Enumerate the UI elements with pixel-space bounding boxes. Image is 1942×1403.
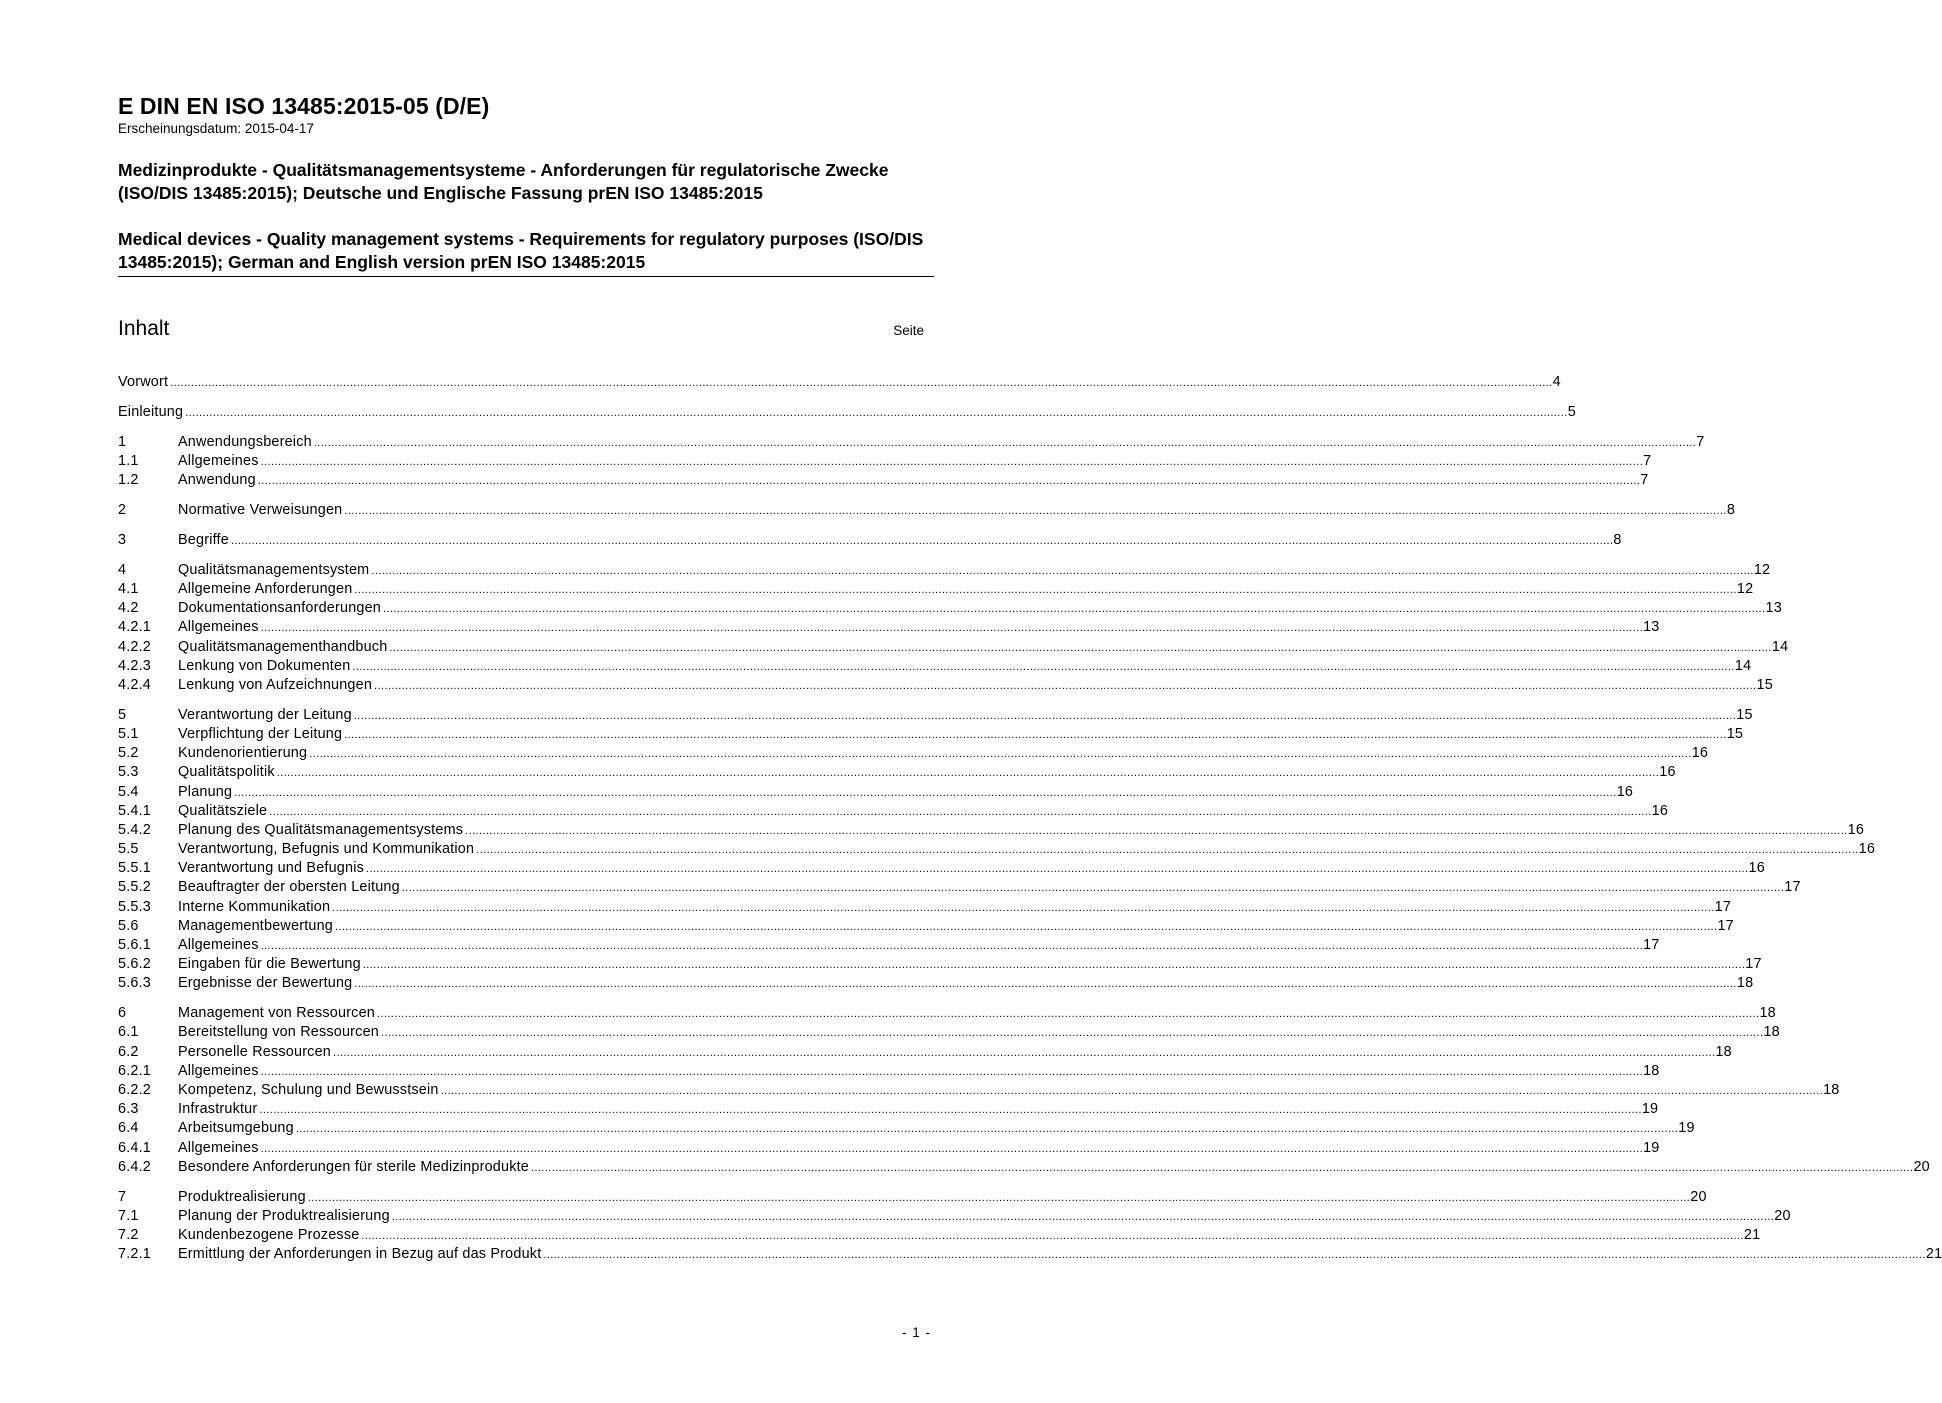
toc-entry[interactable] <box>118 898 1732 917</box>
toc-entry-title: Allgemeine Anforderungen <box>178 580 353 597</box>
toc-group <box>118 403 1576 422</box>
toc-entry-number: 5.4.1 <box>118 802 152 819</box>
toc-leader-dots: ................................................................................................................................................................................................................................................................................................................................................................................................................ <box>362 959 1746 972</box>
toc-entry-title: Normative Verweisungen <box>178 502 343 518</box>
toc-leader-dots: ................................................................................................................................................................................................................................................................................................................................................................................................................ <box>234 786 1617 799</box>
toc-leader-dots: ................................................................................................................................................................................................................................................................................................................................................................................................................ <box>476 844 1859 857</box>
toc-leader-dots: ................................................................................................................................................................................................................................................................................................................................................................................................................ <box>389 641 1772 654</box>
toc-leader-dots: ................................................................................................................................................................................................................................................................................................................................................................................................................ <box>332 1046 1716 1059</box>
toc-entry-title: Lenkung von Aufzeichnungen <box>178 676 373 693</box>
toc-entry-page: 12 <box>1736 580 1754 597</box>
toc-entry-title: Eingaben für die Bewertung <box>178 956 361 973</box>
toc-group <box>118 706 1876 994</box>
toc-entry-number: 7.2 <box>118 1227 139 1243</box>
toc-entry[interactable] <box>118 783 1634 802</box>
toc-leader-dots: ................................................................................................................................................................................................................................................................................................................................................................................................................ <box>230 534 1614 547</box>
toc-entry-number: 7 <box>118 1188 127 1205</box>
toc-entry-title: Ergebnisse der Bewertung <box>178 975 353 992</box>
toc-entry-number: 6.2 <box>118 1043 139 1060</box>
toc-entry-number: 7.2.1 <box>118 1246 152 1263</box>
toc-entry[interactable] <box>118 1226 1761 1245</box>
toc-leader-dots: ................................................................................................................................................................................................................................................................................................................................................................................................................ <box>543 1249 1926 1262</box>
toc-entry-page: 18 <box>1759 1005 1776 1022</box>
toc-entry[interactable] <box>118 1207 1791 1226</box>
toc-leader-dots: ................................................................................................................................................................................................................................................................................................................................................................................................................ <box>354 978 1737 991</box>
toc-entry[interactable] <box>118 917 1734 936</box>
toc-leader-dots: ................................................................................................................................................................................................................................................................................................................................................................................................................ <box>401 882 1785 895</box>
title-english: Medical devices - Quality management systems - Requirements for regulatory purposes (ISO/DIS 13485:2015); German and English version prEN ISO 13485:2015 <box>118 228 934 277</box>
toc-leader-dots: ................................................................................................................................................................................................................................................................................................................................................................................................................ <box>391 1210 1775 1223</box>
toc-entry-number: 6.4 <box>118 1120 139 1137</box>
toc-entry-number: 4.1 <box>118 580 139 597</box>
toc-entry[interactable] <box>118 840 1876 859</box>
toc-leader-dots: ................................................................................................................................................................................................................................................................................................................................................................................................................ <box>260 455 1644 468</box>
toc-entry-number: 6.4.2 <box>118 1158 152 1175</box>
toc-entry[interactable] <box>118 802 1669 821</box>
toc-group <box>118 433 1705 491</box>
toc-entry-number: 3 <box>118 531 127 548</box>
toc-entry-page: 18 <box>1763 1024 1780 1041</box>
toc-entry-number: 6.4.1 <box>118 1139 152 1156</box>
toc-entry[interactable] <box>118 1043 1732 1062</box>
toc-entry-title: Verantwortung der Leitung <box>178 706 352 723</box>
toc-entry[interactable] <box>118 618 1660 637</box>
toc-entry-number: 4.2.3 <box>118 657 152 674</box>
toc-entry-page: 7 <box>1643 452 1652 469</box>
toc-entry[interactable] <box>118 1062 1660 1081</box>
toc-entry[interactable] <box>118 955 1762 974</box>
toc-entry-page: 18 <box>1736 975 1754 992</box>
toc-entry-title: Arbeitsumgebung <box>178 1120 294 1137</box>
toc-entry-title: Infrastruktur <box>178 1101 258 1118</box>
toc-entry[interactable] <box>118 1188 1707 1207</box>
toc-entry[interactable] <box>118 657 1752 676</box>
toc-entry[interactable] <box>118 561 1771 580</box>
toc-entry-page: 18 <box>1823 1082 1840 1098</box>
toc-leader-dots: ................................................................................................................................................................................................................................................................................................................................................................................................................ <box>440 1085 1824 1097</box>
toc-entry-page: 16 <box>1691 745 1709 762</box>
toc-leader-dots: ................................................................................................................................................................................................................................................................................................................................................................................................................ <box>309 748 1692 761</box>
document-page <box>118 92 1942 1275</box>
toc-leader-dots: ................................................................................................................................................................................................................................................................................................................................................................................................................ <box>276 767 1660 780</box>
toc-entry-page: 15 <box>1736 706 1753 723</box>
toc-entry-number: 5.1 <box>118 725 139 742</box>
toc-entry-title: Bereitstellung von Ressourcen <box>178 1024 379 1041</box>
toc-entry-title: Verpflichtung der Leitung <box>178 725 343 742</box>
toc-entry[interactable] <box>118 676 1773 695</box>
toc-entry-title: Allgemeines <box>178 937 259 953</box>
toc-entry-title: Allgemeines <box>178 1139 259 1156</box>
toc-entry[interactable] <box>118 1119 1695 1138</box>
toc-leader-dots: ................................................................................................................................................................................................................................................................................................................................................................................................................ <box>531 1161 1914 1174</box>
toc-entry[interactable] <box>118 471 1649 490</box>
toc-leader-dots: ................................................................................................................................................................................................................................................................................................................................................................................................................ <box>313 436 1697 449</box>
toc-entry-page: 16 <box>1748 860 1765 877</box>
toc-leader-dots: ................................................................................................................................................................................................................................................................................................................................................................................................................ <box>361 1230 1744 1242</box>
toc-entry-page: 21 <box>1925 1246 1942 1263</box>
toc-entry-number: 5.3 <box>118 764 139 781</box>
toc-leader-dots: ................................................................................................................................................................................................................................................................................................................................................................................................................ <box>295 1123 1679 1136</box>
toc-entry-number: 4.2.1 <box>118 619 152 636</box>
toc-entry-page: 19 <box>1678 1120 1695 1137</box>
toc-leader-dots: ................................................................................................................................................................................................................................................................................................................................................................................................................ <box>259 1104 1642 1117</box>
toc-entry-page: 4 <box>1552 374 1561 390</box>
toc-entry-page: 7 <box>1696 433 1705 450</box>
toc-entry-title: Kompetenz, Schulung und Bewusstsein <box>178 1082 439 1098</box>
toc-entry[interactable] <box>118 638 1789 657</box>
toc-leader-dots: ................................................................................................................................................................................................................................................................................................................................................................................................................ <box>332 901 1715 914</box>
toc-entry[interactable] <box>118 403 1576 422</box>
toc-entry-page: 19 <box>1643 1139 1660 1156</box>
toc-entry-number: 5.6 <box>118 917 139 934</box>
toc-entry-page: 16 <box>1858 841 1876 858</box>
toc-leader-dots: ................................................................................................................................................................................................................................................................................................................................................................................................................ <box>185 406 1568 419</box>
toc-entry-page: 13 <box>1765 600 1782 617</box>
toc-entry-title: Planung der Produktrealisierung <box>178 1207 390 1224</box>
toc-entry-number: 6.1 <box>118 1024 139 1041</box>
toc-entry-page: 14 <box>1771 638 1789 655</box>
toc-entry-page: 18 <box>1715 1043 1732 1060</box>
toc-entry-number: 4 <box>118 561 127 578</box>
toc-entry-number: 5.4.2 <box>118 821 152 838</box>
toc-heading: Inhalt <box>118 317 170 340</box>
toc-entry[interactable] <box>118 373 1561 392</box>
toc-entry-title: Verantwortung und Befugnis <box>178 860 365 877</box>
toc-entry-page: 16 <box>1659 764 1676 781</box>
toc-entry-number: 4.2.2 <box>118 638 152 655</box>
toc-header <box>118 317 934 347</box>
toc-entry-page: 17 <box>1714 898 1732 915</box>
table-of-contents <box>118 373 1942 1264</box>
toc-leader-dots: ................................................................................................................................................................................................................................................................................................................................................................................................................ <box>260 1142 1644 1155</box>
toc-entry-title: Qualitätsmanagementsystem <box>178 561 370 578</box>
document-id: E DIN EN ISO 13485:2015-05 (D/E) <box>118 93 490 119</box>
toc-leader-dots: ................................................................................................................................................................................................................................................................................................................................................................................................................ <box>383 603 1766 616</box>
toc-entry-title: Kundenbezogene Prozesse <box>178 1227 360 1243</box>
toc-entry-title: Einleitung <box>118 403 184 420</box>
toc-entry-title: Ermittlung der Anforderungen in Bezug auf das Produkt <box>178 1246 542 1263</box>
toc-entry-number: 6.2.2 <box>118 1082 152 1098</box>
toc-entry-title: Anwendungsbereich <box>178 433 312 450</box>
toc-entry-page: 16 <box>1847 821 1865 838</box>
toc-entry-number: 6.3 <box>118 1101 139 1118</box>
toc-entry-page: 16 <box>1616 783 1634 800</box>
toc-entry-title: Personelle Ressourcen <box>178 1043 331 1060</box>
toc-entry[interactable] <box>118 531 1622 550</box>
toc-leader-dots: ................................................................................................................................................................................................................................................................................................................................................................................................................ <box>376 1008 1760 1021</box>
toc-group <box>118 501 1736 520</box>
toc-entry-title: Besondere Anforderungen für sterile Medizinprodukte <box>178 1158 529 1175</box>
toc-entry-number: 1 <box>118 433 127 450</box>
toc-entry-page: 7 <box>1640 472 1649 489</box>
toc-entry-number: 5.5.2 <box>118 879 152 896</box>
toc-entry-number: 5.6.1 <box>118 937 152 953</box>
toc-leader-dots: ................................................................................................................................................................................................................................................................................................................................................................................................................ <box>170 377 1553 389</box>
toc-entry-title: Verantwortung, Befugnis und Kommunikation <box>178 841 475 858</box>
toc-entry-title: Planung <box>178 783 233 800</box>
toc-entry-title: Interne Kommunikation <box>178 898 331 915</box>
title-german: Medizinprodukte - Qualitätsmanagementsysteme - Anforderungen für regulatorische Zwecke (ISO/DIS 13485:2015); Deutsche und Englische Fassung prEN ISO 13485:2015 <box>118 160 889 203</box>
toc-leader-dots: ................................................................................................................................................................................................................................................................................................................................................................................................................ <box>260 940 1644 952</box>
toc-entry[interactable] <box>118 1139 1660 1158</box>
toc-leader-dots: ................................................................................................................................................................................................................................................................................................................................................................................................................ <box>352 660 1735 673</box>
toc-entry-page: 8 <box>1613 531 1622 548</box>
toc-group <box>118 561 1789 695</box>
toc-entry-page: 20 <box>1690 1188 1707 1205</box>
toc-entry-title: Qualitätsziele <box>178 802 268 819</box>
toc-page-label: Seite <box>893 323 924 338</box>
toc-entry[interactable] <box>118 580 1754 599</box>
toc-group <box>118 1004 1930 1177</box>
page-number: - 1 - <box>901 1325 931 1340</box>
toc-entry-title: Vorwort <box>118 374 169 390</box>
toc-entry-title: Anwendung <box>178 472 256 489</box>
toc-leader-dots: ................................................................................................................................................................................................................................................................................................................................................................................................................ <box>260 1065 1644 1078</box>
toc-entry-number: 4.2.4 <box>118 676 152 693</box>
toc-leader-dots: ................................................................................................................................................................................................................................................................................................................................................................................................................ <box>269 805 1652 818</box>
toc-entry-number: 5.5.3 <box>118 898 152 915</box>
toc-leader-dots: ................................................................................................................................................................................................................................................................................................................................................................................................................ <box>354 583 1737 596</box>
toc-entry-title: Allgemeines <box>178 452 259 469</box>
toc-leader-dots: ................................................................................................................................................................................................................................................................................................................................................................................................................ <box>374 679 1757 692</box>
toc-leader-dots: ................................................................................................................................................................................................................................................................................................................................................................................................................ <box>260 622 1644 635</box>
toc-entry[interactable] <box>118 706 1753 725</box>
toc-entry[interactable] <box>118 1100 1659 1119</box>
toc-entry[interactable] <box>118 433 1705 452</box>
toc-entry[interactable] <box>118 974 1754 993</box>
toc-entry-number: 5.2 <box>118 745 139 762</box>
toc-entry-title: Qualitätspolitik <box>178 764 275 781</box>
toc-entry-page: 20 <box>1913 1158 1930 1175</box>
toc-entry-page: 5 <box>1567 403 1576 420</box>
toc-entry[interactable] <box>118 599 1782 618</box>
toc-entry-number: 1.2 <box>118 472 139 489</box>
toc-entry-number: 5.6.2 <box>118 956 152 973</box>
toc-entry-number: 6.2.1 <box>118 1062 152 1079</box>
toc-entry-title: Kundenorientierung <box>178 745 308 762</box>
toc-entry-title: Qualitätsmanagementhandbuch <box>178 638 388 655</box>
toc-entry[interactable] <box>118 501 1736 520</box>
toc-group <box>118 373 1561 392</box>
toc-entry[interactable] <box>118 452 1652 471</box>
toc-leader-dots: ................................................................................................................................................................................................................................................................................................................................................................................................................ <box>380 1027 1764 1040</box>
toc-entry-number: 6 <box>118 1005 127 1022</box>
toc-entry-page: 18 <box>1643 1062 1660 1079</box>
toc-entry[interactable] <box>118 859 1765 878</box>
toc-entry[interactable] <box>118 1004 1776 1023</box>
toc-entry[interactable] <box>118 1245 1942 1264</box>
toc-entry-page: 17 <box>1745 956 1762 973</box>
toc-entry[interactable] <box>118 936 1660 955</box>
toc-leader-dots: ................................................................................................................................................................................................................................................................................................................................................................................................................ <box>366 863 1749 876</box>
toc-leader-dots: ................................................................................................................................................................................................................................................................................................................................................................................................................ <box>335 920 1718 933</box>
toc-entry-page: 21 <box>1743 1227 1761 1243</box>
toc-leader-dots: ................................................................................................................................................................................................................................................................................................................................................................................................................ <box>344 505 1727 517</box>
toc-entry-number: 5.4 <box>118 783 139 800</box>
toc-entry[interactable] <box>118 1023 1780 1042</box>
toc-entry[interactable] <box>118 1158 1930 1177</box>
toc-leader-dots: ................................................................................................................................................................................................................................................................................................................................................................................................................ <box>353 709 1737 722</box>
toc-leader-dots: ................................................................................................................................................................................................................................................................................................................................................................................................................ <box>257 475 1641 488</box>
toc-entry-title: Management von Ressourcen <box>178 1005 375 1022</box>
toc-entry-page: 15 <box>1756 676 1773 693</box>
toc-entry-title: Planung des Qualitätsmanagementsystems <box>178 821 464 838</box>
toc-entry-page: 15 <box>1726 725 1744 742</box>
toc-entry-number: 4.2 <box>118 600 139 617</box>
toc-entry-page: 12 <box>1753 561 1771 578</box>
toc-entry-page: 13 <box>1643 619 1660 636</box>
toc-entry[interactable] <box>118 878 1801 897</box>
toc-entry-page: 17 <box>1643 937 1660 953</box>
toc-entry-title: Produktrealisierung <box>178 1188 306 1205</box>
toc-entry-page: 20 <box>1774 1207 1791 1224</box>
toc-entry-number: 5.5 <box>118 841 139 858</box>
toc-entry[interactable] <box>118 1081 1840 1100</box>
publication-date: Erscheinungsdatum: 2015-04-17 <box>118 121 314 136</box>
toc-entry-title: Allgemeines <box>178 1062 259 1079</box>
toc-entry-page: 17 <box>1784 879 1801 896</box>
toc-group <box>118 531 1622 550</box>
toc-entry-number: 2 <box>118 502 127 518</box>
toc-entry-page: 14 <box>1734 657 1752 674</box>
toc-entry-number: 5.5.1 <box>118 860 152 877</box>
toc-entry-title: Lenkung von Dokumenten <box>178 657 351 674</box>
toc-group <box>118 1188 1942 1265</box>
toc-leader-dots: ................................................................................................................................................................................................................................................................................................................................................................................................................ <box>307 1191 1691 1204</box>
toc-entry[interactable] <box>118 821 1865 840</box>
toc-entry-title: Beauftragter der obersten Leitung <box>178 879 400 896</box>
toc-entry-title: Dokumentationsanforderungen <box>178 600 382 617</box>
toc-entry[interactable] <box>118 763 1676 782</box>
toc-entry-page: 8 <box>1726 502 1736 518</box>
toc-entry-page: 19 <box>1641 1101 1659 1118</box>
toc-entry-number: 5 <box>118 706 127 723</box>
toc-entry[interactable] <box>118 744 1709 763</box>
toc-entry[interactable] <box>118 725 1744 744</box>
toc-entry-number: 5.6.3 <box>118 975 152 992</box>
toc-entry-page: 16 <box>1651 802 1669 819</box>
toc-leader-dots: ................................................................................................................................................................................................................................................................................................................................................................................................................ <box>344 728 1727 741</box>
toc-entry-title: Begriffe <box>178 531 229 548</box>
toc-entry-page: 17 <box>1717 917 1734 934</box>
toc-leader-dots: ................................................................................................................................................................................................................................................................................................................................................................................................................ <box>371 564 1754 577</box>
toc-entry-number: 7.1 <box>118 1207 139 1224</box>
toc-entry-title: Allgemeines <box>178 619 259 636</box>
toc-entry-number: 1.1 <box>118 452 139 469</box>
toc-leader-dots: ................................................................................................................................................................................................................................................................................................................................................................................................................ <box>465 824 1848 837</box>
toc-entry-title: Managementbewertung <box>178 917 333 934</box>
